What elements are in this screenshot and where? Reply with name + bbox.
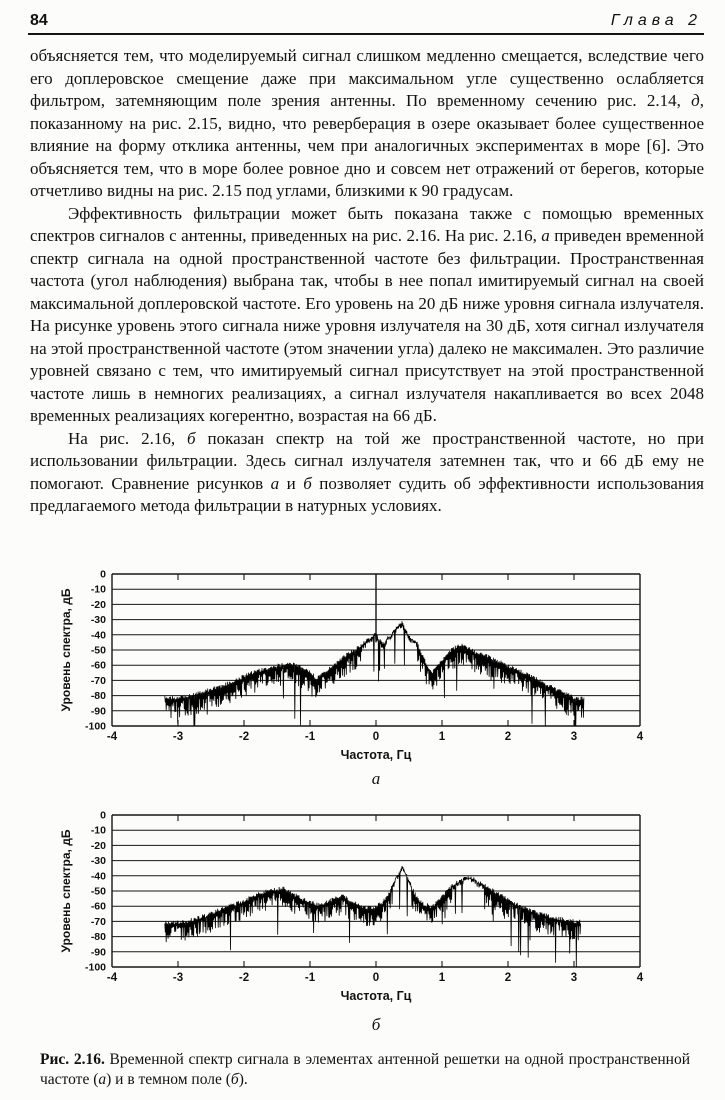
svg-text:-90: -90 bbox=[90, 946, 106, 959]
svg-text:-1: -1 bbox=[304, 731, 316, 743]
svg-text:Уровень спектра, дБ: Уровень спектра, дБ bbox=[59, 829, 73, 953]
header-rule bbox=[28, 33, 704, 35]
svg-text:-20: -20 bbox=[90, 839, 106, 852]
svg-text:4: 4 bbox=[636, 731, 644, 743]
text-run: , показанному на рис. 2.15, видно, что реверберация в озере оказывает более существенное влияние на форму отклика антенны, чем при аналогичных экспериментах в море [6]. Это объясняется тем, что в море более ровное дно и совсем нет отражений от берегов, которые отчетливо видны на рис. 2.15 под углами, близкими к 90 градусам. bbox=[30, 91, 704, 200]
svg-text:-1: -1 bbox=[304, 972, 316, 984]
figure-caption bbox=[40, 1050, 690, 1090]
svg-text:2: 2 bbox=[504, 972, 512, 984]
svg-text:3: 3 bbox=[570, 972, 578, 984]
svg-text:-3: -3 bbox=[172, 972, 184, 984]
text-run: д bbox=[691, 91, 700, 110]
chapter-title: Глава 2 bbox=[610, 12, 702, 29]
svg-text:Частота, Гц: Частота, Гц bbox=[340, 748, 412, 762]
text-run: позволяет судить об эффективности использования предлагаемого метода фильтрации в натурных условиях. bbox=[30, 473, 704, 515]
svg-text:-3: -3 bbox=[172, 731, 184, 743]
paragraph-2 bbox=[30, 203, 704, 428]
svg-text:-100: -100 bbox=[84, 961, 106, 974]
text-run: Эффективность фильтрации может быть показана также с помощью временных спектров сигналов с антенны, приведенных на рис. 2.16. На рис. 2.16, bbox=[30, 203, 704, 245]
svg-text:-70: -70 bbox=[90, 915, 106, 928]
spectrum-plot-svg bbox=[30, 806, 690, 1006]
svg-text:0: 0 bbox=[372, 731, 380, 743]
body-text bbox=[30, 45, 704, 518]
text-run: приведен временной спектр сигнала на одной пространственной частоте без фильтрации. Пространственная частота (угол наблюдения) выбрана так, чтобы в нее попал имитируемый сигнал на своей максимальной доплеровской частоте. Его уровень на 20 дБ ниже уровня сигнала излучателя. На рисунке уровень этого сигнала ниже уровня излучателя на 30 дБ, хотя сигнал излучателя на этой пространственной частоте (этом значении угла) далеко не максимален. Это различие уровней связано с тем, что имитируемый сигнал присутствует на этой пространственной частоте лишь в немногих реализациях, а сигнал излучателя накапливается во всех 2048 временных реализациях когерентно, возрастая на 66 дБ. bbox=[30, 226, 705, 425]
svg-text:-50: -50 bbox=[90, 885, 106, 898]
svg-text:-40: -40 bbox=[90, 870, 106, 883]
svg-text:-60: -60 bbox=[90, 900, 106, 913]
text-run: Рис. 2.16. bbox=[40, 1051, 105, 1068]
svg-text:-20: -20 bbox=[90, 598, 106, 611]
text-run: ) и в темном поле ( bbox=[106, 1071, 231, 1088]
svg-text:Частота, Гц: Частота, Гц bbox=[340, 989, 412, 1003]
spectrum-chart-a bbox=[30, 563, 690, 763]
svg-text:3: 3 bbox=[570, 731, 578, 743]
svg-text:-90: -90 bbox=[90, 705, 106, 718]
svg-text:-70: -70 bbox=[90, 674, 106, 687]
svg-text:-30: -30 bbox=[90, 614, 106, 627]
svg-text:1: 1 bbox=[438, 731, 446, 743]
svg-text:0: 0 bbox=[100, 809, 106, 822]
text-run: На рис. 2.16, bbox=[68, 428, 187, 448]
svg-text:-4: -4 bbox=[106, 972, 118, 984]
svg-text:-80: -80 bbox=[90, 690, 106, 703]
svg-text:-30: -30 bbox=[90, 855, 106, 868]
panel-label-a: а bbox=[371, 769, 381, 788]
page-number: 84 bbox=[30, 12, 48, 29]
svg-text:1: 1 bbox=[438, 972, 446, 984]
text-run: б bbox=[187, 428, 196, 448]
svg-text:2: 2 bbox=[504, 731, 512, 743]
svg-text:-80: -80 bbox=[90, 931, 106, 944]
text-run: показан спектр на той же пространственной частоте, но при использовании фильтрации. Здесь сигнал излучателя затемнен так, что и 66 дБ ему не помогают. Сравнение рисунков bbox=[30, 428, 704, 493]
svg-text:-60: -60 bbox=[90, 659, 106, 672]
text-run: Временной спектр сигнала в элементах антенной решетки на одной пространственной частоте ( bbox=[40, 1051, 690, 1088]
svg-text:-100: -100 bbox=[84, 720, 106, 733]
svg-text:0: 0 bbox=[372, 972, 380, 984]
svg-text:4: 4 bbox=[636, 972, 644, 984]
svg-text:-2: -2 bbox=[238, 731, 250, 743]
svg-text:Уровень спектра, дБ: Уровень спектра, дБ bbox=[59, 588, 73, 712]
text-run: б bbox=[303, 473, 312, 493]
text-run: а bbox=[541, 226, 550, 245]
svg-text:-50: -50 bbox=[90, 644, 106, 657]
spectrum-plot-svg bbox=[30, 563, 690, 763]
paragraph-3 bbox=[30, 428, 704, 518]
svg-text:-2: -2 bbox=[238, 972, 250, 984]
paragraph-1 bbox=[30, 45, 704, 203]
text-run: ). bbox=[238, 1071, 248, 1088]
svg-text:0: 0 bbox=[100, 568, 106, 581]
svg-text:-10: -10 bbox=[90, 824, 106, 837]
svg-text:-4: -4 bbox=[106, 731, 118, 743]
page-header bbox=[30, 9, 702, 33]
text-run: и bbox=[279, 473, 304, 493]
text-run: а bbox=[98, 1071, 107, 1088]
text-run: а bbox=[270, 473, 280, 493]
panel-label-b: б bbox=[371, 1015, 381, 1034]
text-run: объясняется тем, что моделируемый сигнал слишком медленно смещается, вследствие чего его доплеровское смещение даже при максимальном угле существенно ослабляется фильтром, затемняющим поле зрения антенны. По временному сечению рис. 2.14, bbox=[30, 46, 704, 110]
svg-text:-10: -10 bbox=[90, 583, 106, 596]
spectrum-noise-trace bbox=[165, 621, 584, 726]
svg-text:-40: -40 bbox=[90, 629, 106, 642]
text-run: б bbox=[230, 1071, 239, 1088]
spectrum-chart-b bbox=[30, 806, 690, 1006]
